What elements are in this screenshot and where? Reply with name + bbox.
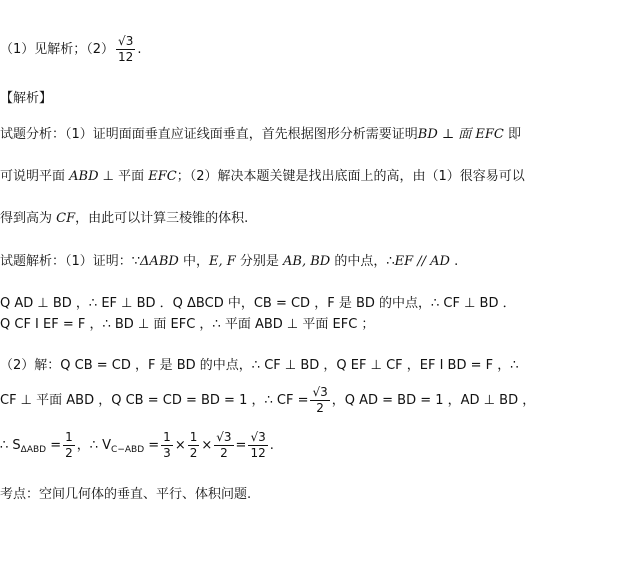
answer-fraction-denominator: 12 xyxy=(118,50,134,64)
solution-text: 中， xyxy=(178,254,209,269)
answer-fraction xyxy=(116,34,135,65)
fraction-denominator: 12 xyxy=(250,446,266,460)
analysis-text: 得到高为 xyxy=(0,211,57,226)
solution-text: . xyxy=(449,254,459,269)
fraction-numerator: √3 xyxy=(250,430,266,444)
fraction-denominator: 2 xyxy=(189,446,198,460)
volume-result-fraction xyxy=(248,430,267,461)
volume-fraction-3 xyxy=(214,430,233,461)
fraction-numerator: √3 xyxy=(216,430,232,444)
solution-line-1 xyxy=(0,255,458,268)
solution-line-5 xyxy=(0,385,535,416)
subscript: ΔABD xyxy=(20,445,47,455)
solution-text: 试题解析：（1）证明：∵ xyxy=(0,254,141,269)
volume-fraction-1 xyxy=(161,430,173,461)
fraction-denominator: 3 xyxy=(163,446,171,460)
solution-line-2: Q AD ⊥ BD ，∴ EF ⊥ BD ．Q ΔBCD 中，CB = CD ，F 是 BD 的中点，∴ CF ⊥ BD ． xyxy=(0,296,516,311)
analysis-text: ，由此可以计算三棱锥的体积. xyxy=(75,211,249,226)
times-sign: × xyxy=(174,438,186,453)
solution-math: E, F xyxy=(208,254,236,269)
solution-text: = xyxy=(46,438,62,453)
analysis-text: 即 xyxy=(503,127,521,142)
solution-text: ∴ S xyxy=(0,438,21,453)
kaodian-line: 考点：空间几何体的垂直、平行、体积问题. xyxy=(0,487,252,502)
analysis-text: 可说明平面 xyxy=(0,169,70,184)
solution-math: ΔABD xyxy=(140,254,179,269)
solution-line-3: Q CF I EF = F ，∴ BD ⊥ 面 EFC ，∴ 平面 ABD ⊥ 平面 EFC ； xyxy=(0,317,375,332)
fraction-numerator: 1 xyxy=(189,430,198,444)
analysis-math: EFC xyxy=(148,169,177,184)
solution-text: = xyxy=(144,438,160,453)
analysis-text: ；（2）解决本题关键是找出底面上的高，由（1）很容易可以 xyxy=(176,169,525,184)
analysis-math: ABD xyxy=(69,169,99,184)
analysis-line-3 xyxy=(0,212,248,225)
solution-line-6 xyxy=(0,430,274,461)
answer-end: . xyxy=(137,42,142,57)
area-fraction xyxy=(63,430,75,461)
analysis-math: BD ⊥ 面 EFC xyxy=(417,127,504,142)
analysis-math: CF xyxy=(56,211,76,226)
cf-fraction xyxy=(310,385,329,416)
fraction-numerator: 1 xyxy=(163,430,171,444)
fraction-denominator: 2 xyxy=(220,446,228,460)
solution-text: ，∴ V xyxy=(76,438,112,453)
equals-sign: = xyxy=(235,438,247,453)
solution-math: EF // AD xyxy=(394,254,450,269)
answer-fraction-numerator: √3 xyxy=(118,34,134,48)
times-sign: × xyxy=(201,438,213,453)
analysis-line-1 xyxy=(0,128,521,141)
solution-line-4: （2）解：Q CB = CD ，F 是 BD 的中点，∴ CF ⊥ BD ，Q EF ⊥ CF ，EF I BD = F ，∴ xyxy=(0,358,519,373)
fraction-denominator: 2 xyxy=(65,446,73,460)
answer-part1: （1）见解析；（2） xyxy=(0,42,115,57)
analysis-line-2 xyxy=(0,170,525,183)
solution-text: 分别是 xyxy=(235,254,283,269)
solution-text: ，Q AD = BD = 1 ，AD ⊥ BD ， xyxy=(331,393,536,408)
fraction-numerator: √3 xyxy=(312,385,328,399)
solution-text: 的中点，∴ xyxy=(330,254,395,269)
subscript: C−ABD xyxy=(111,445,145,455)
solution-text: CF ⊥ 平面 ABD ，Q CB = CD = BD = 1 ，∴ CF = xyxy=(0,393,309,408)
solution-text: . xyxy=(269,438,274,453)
answer-line xyxy=(0,34,141,65)
fraction-numerator: 1 xyxy=(65,430,73,444)
fraction-denominator: 2 xyxy=(316,401,324,415)
volume-fraction-2 xyxy=(188,430,200,461)
analysis-text: 试题分析：（1）证明面面垂直应证线面垂直，首先根据图形分析需要证明 xyxy=(0,127,418,142)
solution-math: AB, BD xyxy=(283,254,331,269)
analysis-text: ⊥ 平面 xyxy=(98,169,149,184)
section-header: 【解析】 xyxy=(0,91,53,106)
